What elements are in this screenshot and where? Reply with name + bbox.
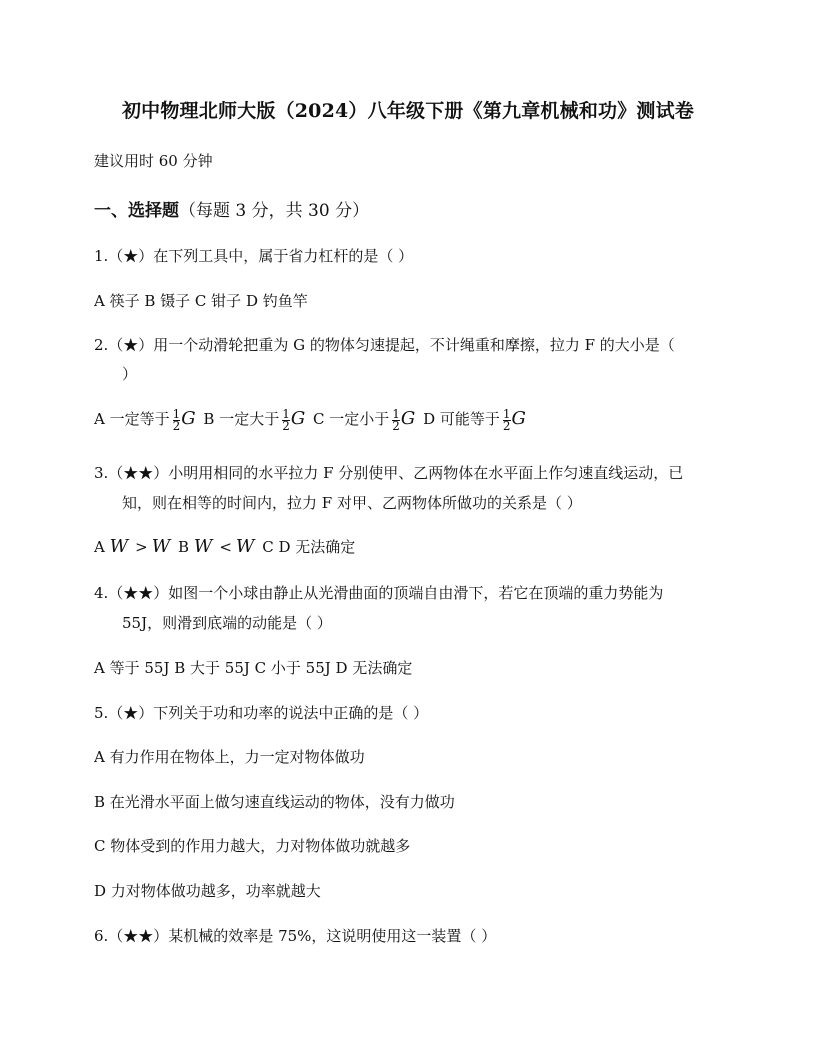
section-heading — [94, 196, 369, 221]
section-title: 一、选择题 — [94, 201, 179, 221]
q4-stem-line1: 4.（★★）如图一个小球由静止从光滑曲面的顶端自由滑下，若它在顶端的重力势能为 — [94, 584, 664, 602]
q2-options — [94, 408, 529, 432]
var-g: G — [511, 408, 526, 429]
time-note: 建议用时 60 分钟 — [94, 152, 213, 170]
q3-option-a: A — [94, 538, 105, 556]
relation-gt: > — [135, 538, 148, 556]
q5-option-d: D 力对物体做功越多，功率就越大 — [94, 882, 321, 900]
var-g: G — [400, 408, 416, 429]
q1-stem: 1.（★）在下列工具中，属于省力杠杆的是（ ） — [94, 247, 414, 265]
var-g: G — [181, 408, 196, 429]
q2-option-d: D 可能等于 — [423, 410, 500, 428]
q2-option-b: B 一定大于 — [203, 410, 280, 428]
fraction: $\frac{1}{2}$ — [502, 406, 511, 433]
q3-options — [94, 536, 355, 557]
q5-stem: 5.（★）下列关于功和功率的说法中正确的是（ ） — [94, 704, 429, 722]
q5-option-a: A 有力作用在物体上，力一定对物体做功 — [94, 748, 365, 766]
q5-option-c: C 物体受到的作用力越大，力对物体做功就越多 — [94, 837, 411, 855]
q3-stem-line2: 知，则在相等的时间内，拉力 F 对甲、乙两物体所做功的关系是（ ） — [122, 494, 582, 512]
page-title: 初中物理北师大版（2024）八年级下册《第九章机械和功》测试卷 — [121, 100, 695, 122]
q3-option-cd: C D 无法确定 — [262, 538, 356, 556]
var-w: W — [193, 536, 213, 557]
fraction: $\frac{1}{2}$ — [172, 406, 181, 433]
q4-stem-line2: 55J，则滑到底端的动能是（ ） — [122, 614, 332, 632]
q5-option-b: B 在光滑水平面上做匀速直线运动的物体，没有力做功 — [94, 793, 455, 811]
fraction: $\frac{1}{2}$ — [282, 406, 290, 433]
var-w: W — [151, 536, 171, 557]
relation-lt: < — [219, 538, 232, 556]
q3-option-b: B — [178, 538, 190, 556]
q2-stem-line2: ） — [122, 365, 138, 383]
var-g: G — [290, 408, 306, 429]
q4-options: A 等于 55J B 大于 55J C 小于 55J D 无法确定 — [94, 659, 413, 677]
var-w: W — [235, 536, 255, 557]
q2-stem-line1: 2.（★）用一个动滑轮把重为 G 的物体匀速提起，不计绳重和摩擦，拉力 F 的大小是（ — [94, 336, 675, 354]
fraction: $\frac{1}{2}$ — [392, 406, 400, 433]
q3-stem-line1: 3.（★★）小明用相同的水平拉力 F 分别使甲、乙两物体在水平面上作匀速直线运动，已 — [94, 464, 684, 482]
q1-options: A 筷子 B 镊子 C 钳子 D 钓鱼竿 — [94, 292, 308, 310]
q2-option-c: C 一定小于 — [313, 410, 390, 428]
section-scoring: （每题 3 分，共 30 分） — [179, 201, 370, 221]
q2-option-a: A 一定等于 — [94, 410, 170, 428]
q6-stem: 6.（★★）某机械的效率是 75%，这说明使用这一装置（ ） — [94, 927, 497, 945]
var-w: W — [109, 536, 129, 557]
